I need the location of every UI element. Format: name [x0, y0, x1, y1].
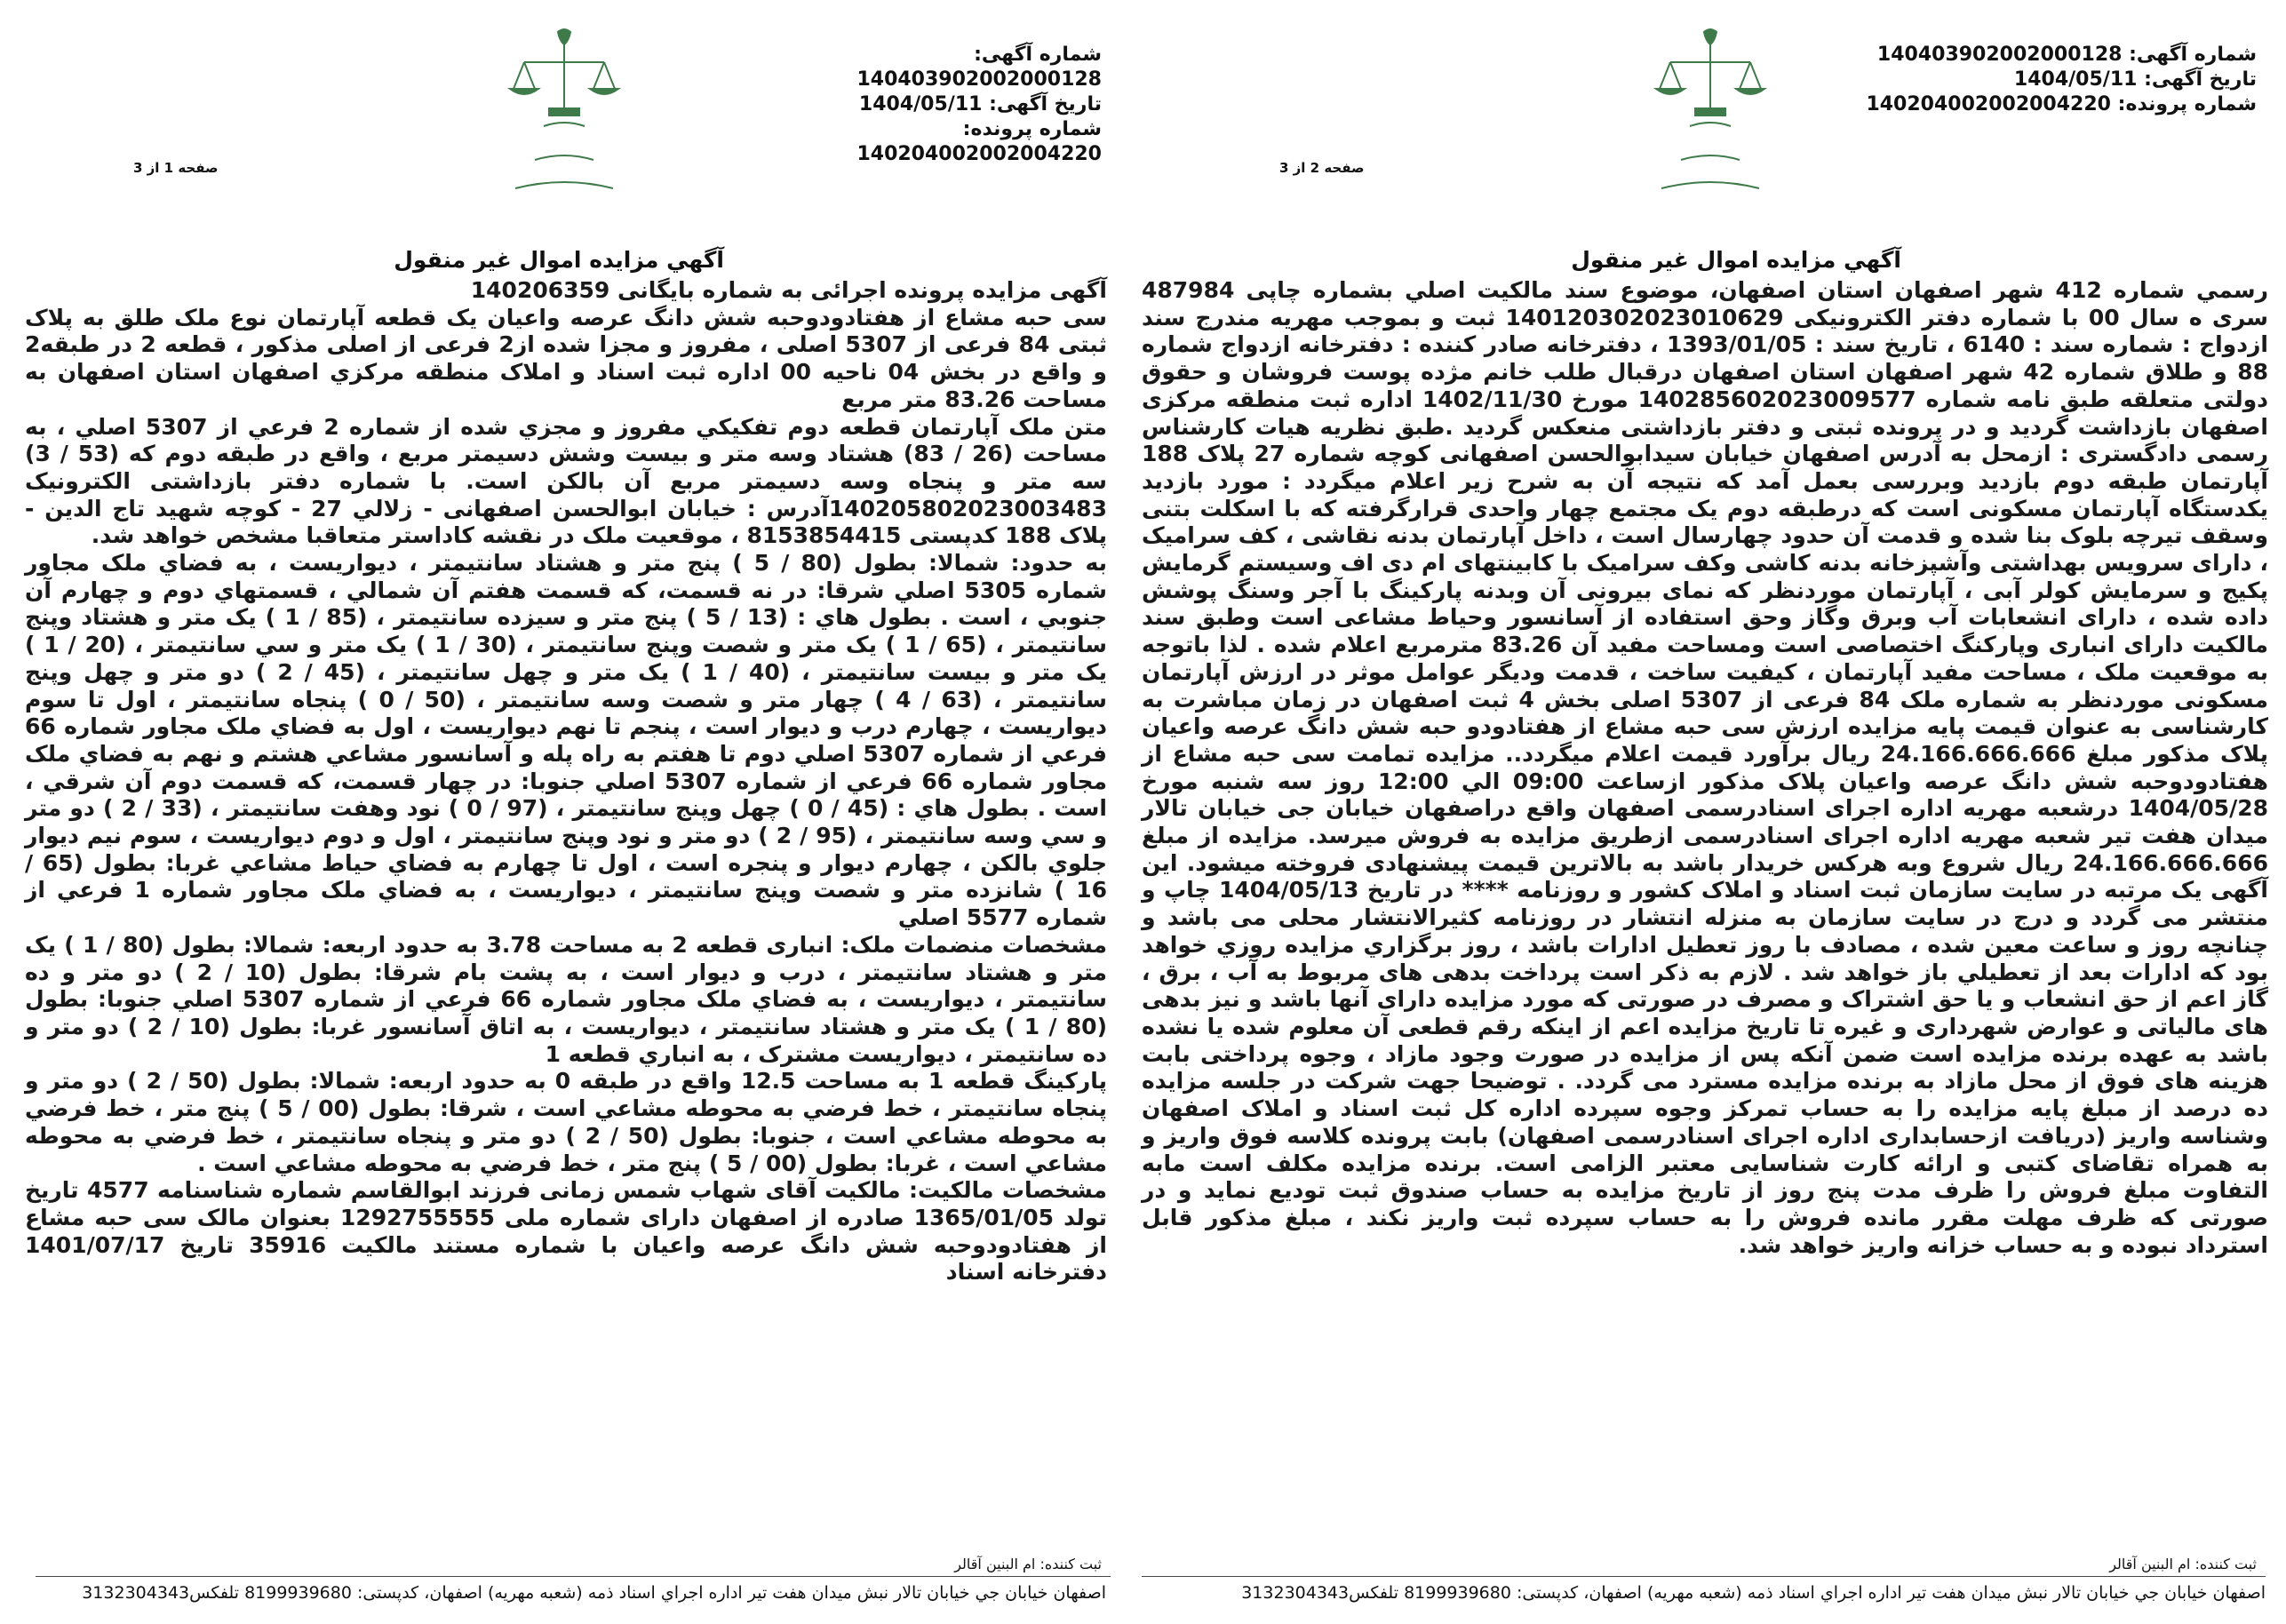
ad-meta — [1848, 43, 2257, 117]
page-title: آگهي مزايده اموال غير منقول — [394, 247, 724, 273]
signer-name: ام البنین آقالر — [954, 1556, 1036, 1572]
paragraph: آگهی مزایده پرونده اجرائی به شماره بایگانی 140206359 — [470, 277, 1107, 303]
judiciary-emblem-icon — [1635, 27, 1786, 204]
ad-date-row — [729, 92, 1102, 117]
ad-number-row — [729, 43, 1102, 92]
divider — [36, 1576, 1111, 1577]
ad-meta — [729, 43, 1102, 167]
file-number: 140204002002004220 — [856, 143, 1102, 165]
page-number: صفحه 2 از 3 — [1279, 160, 1365, 176]
file-number-label: شماره پرونده: — [2117, 93, 2257, 115]
file-number: 140204002002004220 — [1866, 93, 2111, 115]
signer-label: ثبت کننده: — [1039, 1556, 1102, 1572]
notice-body — [1142, 277, 2268, 1259]
file-number-label: شماره پرونده: — [962, 118, 1102, 140]
signer — [1670, 1556, 2257, 1572]
page-1 — [18, 0, 1115, 1624]
paragraph: مشخصات مالکیت: مالکیت آقای شهاب شمس زمانی فرزند ابوالقاسم شماره شناسنامه 4577 تاریخ تولد 1365/01/05 صادره از اصفهان دارای شماره ملی 1292755555 بعنوان مالک سی حبه مشاع از هفتادودوحبه شش دانگ عرصه واعیان با شماره مستند مالکیت 35916 تاریخ 1401/07/17 دفترخانه اسناد — [25, 1177, 1108, 1286]
paragraph: رسمي شماره 412 شهر اصفهان استان اصفهان، موضوع سند مالکيت اصلي بشماره چاپی 487984 سری ه سال 00 با شماره دفتر الکترونیکی 140120302023010629 ثبت و بموجب مهریه مندرج سند ازدواج : شماره سند : 6140 ، تاریخ سند : 1393/01/05 ، دفترخانه صادر کننده : دفترخانه ازدواج شماره 88 و طلاق شماره 42 شهر اصفهان استان اصفهان درقبال طلب خانم مژده پوست فروشان و حقوق دولتی متعلقه طبق نامه شماره 140285602023009577 مورخ 1402/11/30 اداره ثبت منطقه مرکزی اصفهان بازداشت گردید و در پرونده ثبتی و دفتر بازداشتی منعکس گردید .طبق نظریه هیات کارشناس رسمی دادگستری : ازمحل به آدرس اصفهان خیابان سیدابوالحسن اصفهانی کوچه شماره 27 پلاک 188 آپارتمان طبقه دوم بازدید وبررسی بعمل آمد که نتیجه آن به شرح زیر اعلام میگردد : مورد بازدید یکدستگاه آپارتمان مسکونی است که درطبقه دوم یک مجتمع چهار واحدی قرارگرفته که با اسکلت بتنی وسقف تیرچه بلوک بنا شده و قدمت آن حدود چهارسال است ، داخل آپارتمان بدنه نقاشی ، کف سرامیک ، دارای سرویس بهداشتی وآشپزخانه بدنه کاشی وکف سرامیک با کابینتهای ام دی اف وسیستم گرمایش پکیج و سرمایش کولر آبی ، آپارتمان موردنظر که نمای بیرونی آن وبدنه پارکینگ با آجر وسنگ پوشش داده شده ، دارای انشعابات آب وبرق وگاز وحق استفاده از آسانسور وحیاط مشاعی است وطبق سند مالکیت دارای انباری وپارکنگ اختصاصی است ومساحت مفید آن 83.26 مترمربع اعلام شده . لذا باتوجه به موقعیت ملک ، مساحت مفید آپارتمان ، کیفیت ساخت ، قدمت ودیگر عوامل موثر در ارزش آپارتمان مسکونی موردنظر به شماره ملک 84 فرعی از 5307 اصلی بخش 4 ثبت اصفهان در زمان مباشرت به کارشناسی به عنوان قیمت پایه مزایده ارزش سی حبه مشاع از هفتادودو حبه شش دانگ عرصه واعیان پلاک مذکور مبلغ 24.166.666.666 ریال برآورد قیمت اعلام میگردد.. مزایده تمامت سی حبه مشاع از هفتادودوحبه شش دانگ عرصه واعیان پلاک مذکور ازساعت 09:00 الي 12:00 روز سه شنبه مورخ 1404/05/28 درشعبه مهریه اداره اجرای اسنادرسمی اصفهان واقع دراصفهان خیابان جی خیابان تالار میدان هفت تیر شعبه مهریه اداره اجرای اسنادرسمی ازطریق مزایده به فروش میرسد. مزایده از مبلغ 24.166.666.666 ریال شروع وبه هرکس خریدار باشد به بالاترین قیمت پیشنهادی فروخته میشود. این آگهی یک مرتبه در سایت سازمان ثبت اسناد و املاک کشور و روزنامه **** در تاریخ 1404/05/13 چاپ و منتشر می گردد و درج در سایت سازمان به منزله انتشار در روزنامه کثیرالانتشار محلی می باشد و چنانچه روز و ساعت معین شده ، مصادف با روز تعطیل ادارات باشد ، روز برگزاري مزايده روزي خواهد بود که ادارات بعد از تعطيلي باز خواهد شد . لازم به ذکر است پرداخت بدهی های مربوط به آب ، برق ، گاز اعم از حق انشعاب و یا حق اشتراک و مصرف در صورتی که مورد مزایده دارای آنها باشد و نیز بدهی های مالیاتی و عوارض شهرداری و غیره تا تاریخ مزایده اعم از اینکه رقم قطعی آن معلوم شده یا نشده باشد به عهده برنده مزایده است ضمن آنکه پس از مزایده در صورت وجود مازاد ، وجوه پرداختی بابت هزینه های فوق از محل مازاد به برنده مزایده مسترد می گردد. . توضیحا جهت شرکت در جلسه مزایده ده درصد از مبلغ پایه مزایده را به حساب تمرکز وجوه سپرده اداره کل ثبت اسناد و املاک اصفهان وشناسه واریز (دریافت ازحسابداری اداره اجرای اسنادرسمی اصفهان) بابت پرونده کلاسه فوق واریز و به همراه تقاضای کتبی و ارائه کارت شناسایی معتبر الزامی است. برنده مزایده مکلف است مابه التفاوت مبلغ فروش را ظرف مدت پنج روز از تاریخ مزایده به حساب صندوق ثبت تودیع نماید و در صورتی که ظرف مهلت مقرر مانده فروش را به حساب سپرده ثبت واریز نکند ، مبلغ مذکور قابل استرداد نبوده و به حساب خزانه واریز خواهد شد. — [1142, 277, 2269, 1258]
footer-address: اصفهان خيابان جي خيابان تالار نبش ميدان هفت تير اداره اجراي اسناد ذمه (شعبه مهريه) اصفهان، کدپستی: 8199939680 تلفکس3132304343 — [1241, 1583, 2266, 1603]
page-number: صفحه 1 از 3 — [133, 160, 219, 176]
signer — [551, 1556, 1102, 1572]
ad-number-label: شماره آگهی: — [2129, 44, 2257, 66]
file-number-row — [729, 117, 1102, 167]
ad-number: 140403902002000128 — [1876, 44, 2123, 66]
ad-number: 140403902002000128 — [856, 68, 1102, 91]
ad-number-label: شماره آگهی: — [974, 44, 1102, 66]
paragraph: به حدود: شمالا: بطول (80 / 5 ) پنج متر و هشتاد سانتيمتر ، ديواريست ، به فضاي ملک مجاور شماره 5305 اصلي شرقا: در نه قسمت، که قسمت هفتم آن شمالي ، قسمتهاي دوم و چهارم آن جنوبي ، است . بطول هاي : (13 / 5 ) پنج متر و سيزده سانتيمتر ، (85 / 1 ) يک متر و هشتاد وپنج سانتيمتر ، (65 / 1 ) يک متر و شصت وپنج سانتيمتر ، (30 / 1 ) يک متر و سي سانتيمتر ، (20 / 1 ) يک متر و بيست سانتيمتر ، (40 / 1 ) يک متر و چهل سانتيمتر ، (45 / 2 ) دو متر و چهل وپنج سانتيمتر ، (63 / 4 ) چهار متر و شصت وسه سانتيمتر ، (50 / 0 ) پنجاه سانتيمتر ، اول تا سوم ديواريست ، چهارم درب و ديوار است ، پنجم تا نهم ديواريست ، اول به فضاي ملک مجاور شماره 66 فرعي از شماره 5307 اصلي دوم تا هفتم به راه پله و آسانسور مشاعي هشتم و نهم به فضاي ملک مجاور شماره 66 فرعي از شماره 5307 اصلي جنوبا: در چهار قسمت، که قسمت دوم آن شرقي ، است . بطول هاي : (45 / 0 ) چهل وپنج سانتيمتر ، (97 / 0 ) نود وهفت سانتيمتر ، (33 / 2 ) دو متر و سي وسه سانتيمتر ، (95 / 2 ) دو متر و نود وپنج سانتيمتر ، اول و دوم ديواريست ، سوم نيم ديوار جلوي بالکن ، چهارم ديوار و پنجره است ، اول تا چهارم به فضاي حياط مشاعي غربا: بطول (65 / 16 ) شانزده متر و شصت وپنج سانتيمتر ، ديواريست ، به فضاي ملک مجاور شماره 1 فرعي از شماره 5577 اصلي — [25, 550, 1108, 931]
divider — [1142, 1576, 2266, 1577]
ad-date: 1404/05/11 — [858, 93, 983, 115]
page-2 — [1137, 0, 2270, 1624]
notice-body — [25, 277, 1107, 1286]
signer-name: ام البنین آقالر — [2109, 1556, 2191, 1572]
ad-date: 1404/05/11 — [2013, 68, 2138, 91]
ad-date-label: تاریخ آگهی: — [989, 93, 1102, 115]
footer-address: اصفهان خيابان جي خيابان تالار نبش ميدان هفت تير اداره اجراي اسناد ذمه (شعبه مهريه) اصفهان، کدپستی: 8199939680 تلفکس3132304343 — [82, 1583, 1106, 1603]
paragraph: سی حبه مشاع از هفتادودوحبه شش دانگ عرصه واعیان یک قطعه آپارتمان نوع ملک طلق به پلاک ثبتی 84 فرعی از 5307 اصلی ، مفروز و مجزا شده از2 فرعی از اصلی مذکور ، قطعه 2 در طبقه2 و واقع در بخش 04 ناحیه 00 اداره ثبت اسناد و املاک منطقه مرکزي اصفهان استان اصفهان به مساحت 83.26 متر مربع — [25, 304, 1107, 412]
judiciary-emblem-icon — [489, 27, 640, 204]
ad-number-row — [1848, 43, 2257, 68]
ad-date-row — [1848, 68, 2257, 92]
paragraph: متن ملک آپارتمان قطعه دوم تفکيکي مفروز و مجزي شده از شماره 2 فرعي از 5307 اصلي ، به مساحت (26 / 83) هشتاد وسه متر و بيست وشش دسيمتر مربع ، واقع در طبقه دوم که (53 / 3) سه متر و پنجاه وسه دسيمتر مربع آن بالکن است. با شماره دفتر بازداشتی الکترونیک 140205802023003483آدرس : خیابان ابوالحسن اصفهانی - زلالي 27 - کوچه شهيد تاج الدين - پلاک 188 کدپستی 8153854415 ، موقعیت ملک در نقشه کاداستر متعاقبا مشخص خواهد شد. — [25, 413, 1108, 549]
ad-date-label: تاریخ آگهی: — [2144, 68, 2257, 91]
paragraph: مشخصات منضمات ملک: انباری قطعه 2 به مساحت 3.78 به حدود اربعه: شمالا: بطول (80 / 1 ) يک متر و هشتاد سانتيمتر ، درب و ديوار است ، به پشت بام شرقا: بطول (10 / 2 ) دو متر و ده سانتيمتر ، ديواريست ، به فضاي ملک مجاور شماره 66 فرعي از شماره 5307 اصلي جنوبا: بطول (80 / 1 ) يک متر و هشتاد سانتيمتر ، ديواريست ، به اتاق آسانسور غربا: بطول (10 / 2 ) دو متر و ده سانتيمتر ، ديواريست مشترک ، به انباري قطعه 1 — [25, 931, 1108, 1067]
page-title: آگهي مزايده اموال غير منقول — [1571, 247, 1901, 273]
signer-label: ثبت کننده: — [2194, 1556, 2257, 1572]
file-number-row — [1848, 92, 2257, 117]
paragraph: پارکینگ قطعه 1 به مساحت 12.5 واقع در طبقه 0 به حدود اربعه: شمالا: بطول (50 / 2 ) دو متر و پنجاه سانتيمتر ، خط فرضي به محوطه مشاعي است ، شرقا: بطول (00 / 5 ) پنج متر ، خط فرضي به محوطه مشاعي است ، جنوبا: بطول (50 / 2 ) دو متر و پنجاه سانتيمتر ، خط فرضي به محوطه مشاعي است ، غربا: بطول (00 / 5 ) پنج متر ، خط فرضي به محوطه مشاعي است . — [25, 1068, 1108, 1176]
